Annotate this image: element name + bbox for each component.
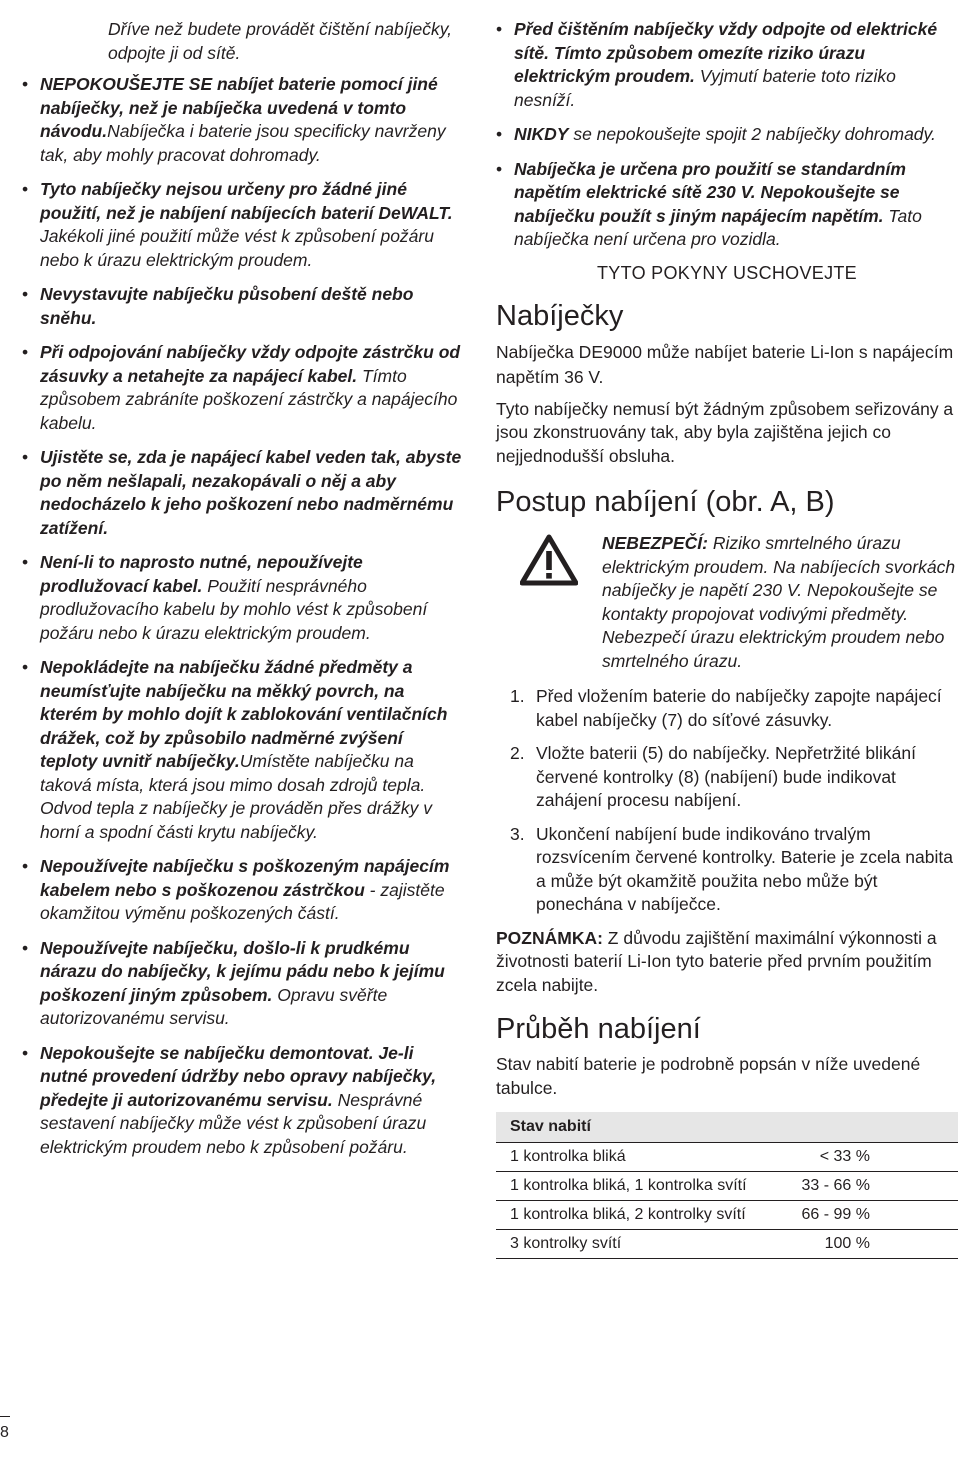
charging-step [496,742,958,813]
bullet-bold-text: Ujistěte se, zda je napájecí kabel veden tak, abyste po něm nešlapali, nezakopávali o něj a aby nedocházelo k jeho poškození nebo nadměrnému zatížení. [40,447,462,538]
bullet-bold-text: Tyto nabíječky nejsou určeny pro žádné jiné použití, než je nabíjení nabíjecích baterií DeWALT. [40,179,453,223]
safety-bullet-item [22,341,462,435]
safety-bullet-item [22,446,462,540]
bullet-bold-text: Není-li to naprosto nutné, nepoužívejte prodlužovací kabel. [40,552,363,596]
table-row [496,1201,958,1230]
safety-bullet-item [496,18,958,112]
charge-status-table [496,1112,958,1259]
note-text: Z důvodu zajištění maximální výkonnosti a životnosti baterií Li-Ion tyto baterie před prvním použitím zcela nabijte. [496,927,937,995]
keep-instructions-title: TYTO POKYNY USCHOVEJTE [597,262,857,283]
bullet-text: Použití nesprávného prodlužovacího kabelu by mohlo vést k způsobení požáru nebo k úrazu elektrickým proudem. [40,575,428,643]
bullet-bold-text: Při odpojování nabíječky vždy odpojte zástrčku od zásuvky a netahejte za napájecí kabel. [40,342,461,386]
bullet-text: se nepokoušejte spojit 2 nabíječky dohromady. [568,124,936,144]
safety-bullet-item [496,158,958,252]
charging-progress-heading: Průběh nabíjení [496,1013,701,1045]
bullet-bold-text: Nepoužívejte nabíječku s poškozeným napájecím kabelem nebo s poškozenou zástrčkou [40,856,450,900]
danger-label: NEBEZPEČÍ: [602,533,708,553]
status-label-cell: 3 kontrolky svítí [496,1230,777,1259]
note-label: POZNÁMKA: [496,927,603,948]
danger-text: Riziko smrtelného úrazu elektrickým proudem. Na nabíjecích svorkách nabíječky je napětí 230 V. Nepokoušejte se kontakty propojovat vodivými předměty. Nebezpečí úrazu elektrickým proudem nebo smrtelného úrazu. [602,533,956,671]
bullet-bold-text: Před čištěním nabíječky vždy odpojte od elektrické sítě. Tímto způsobem omezíte riziko úrazu elektrickým proudem. [514,19,938,86]
right-safety-list [496,18,958,252]
status-label-cell: 1 kontrolka bliká, 1 kontrolka svítí [496,1172,777,1201]
bullet-dot: • [22,447,29,467]
bullet-dot: • [22,179,29,199]
bullet-dot: • [22,74,29,94]
left-column [22,18,462,1170]
left-safety-list [22,73,462,1159]
safety-bullet-item [22,73,462,167]
bullet-dot: • [22,284,29,304]
bullet-dot: • [22,657,29,677]
bullet-bold-text: Nepoužívejte nabíječku, došlo-li k prudkému nárazu do nabíječky, k jejímu pádu nebo k jejímu poškození jiným způsobem. [40,937,445,1005]
charging-steps [496,685,958,917]
step-number: 2. [510,743,525,763]
right-column [496,18,958,1259]
warning-triangle-icon [520,534,578,586]
step-text: Před vložením baterie do nabíječky zapojte napájecí kabel nabíječky (7) do síťové zásuvky. [536,686,942,730]
bullet-dot: • [22,552,29,572]
footer-rule [0,1416,10,1417]
bullet-dot: • [496,158,503,179]
safety-bullet-item [22,855,462,926]
bullet-dot: • [22,856,29,876]
safety-bullet-item [22,656,462,844]
intro-text: Dříve než budete provádět čištění nabíječky, odpojte ji od sítě. [108,19,453,63]
bullet-dot: • [22,937,29,958]
bullet-dot: • [22,1042,29,1063]
table-row [496,1143,958,1172]
table-row [496,1172,958,1201]
charging-step [496,823,958,917]
safety-bullet-item [22,551,462,645]
bullet-bold-text: NEPOKOUŠEJTE SE nabíjet baterie pomocí jiné nabíječky, než je nabíječka uvedená v tomto návodu. [40,74,438,141]
bullet-text: Opravu svěřte autorizovanému servisu. [40,984,388,1028]
bullet-text: Vyjmutí baterie toto riziko nesníží. [514,66,896,110]
step-text: Vložte baterii (5) do nabíječky. Nepřetržité blikání červené kontrolky (8) (nabíjení) bude indikovat zahájení procesu nabíjení. [536,743,916,810]
bullet-dot: • [496,124,503,144]
chargers-paragraph-1: Nabíječka DE9000 může nabíjet baterie Li-Ion s napájecím napětím 36 V. [496,341,954,387]
bullet-bold-text: Nabíječka je určena pro použití se standardním napětím elektrické sítě 230 V. Nepokoušejte se nabíječku použít s jiným napájecím napětím. [514,158,906,226]
step-number: 1. [510,686,525,706]
note [496,927,958,998]
bullet-dot: • [496,19,503,39]
charging-step [496,685,958,732]
safety-bullet-item [22,178,462,272]
table-header: Stav nabití [496,1112,958,1143]
bullet-text: Jakékoli jiné použití může vést k způsobení požáru nebo k úrazu elektrickým proudem. [40,226,434,270]
bullet-text: Umístěte nabíječku na taková místa, která jsou mimo dosah zdrojů tepla. Odvod tepla z nabíječky je prováděn přes drážky v horní a spodní části krytu nabíječky. [40,751,433,842]
status-value-cell: 33 - 66 % [777,1172,958,1201]
page-number: 8 [0,1424,9,1441]
chargers-paragraph-2: Tyto nabíječky nemusí být žádným způsobem seřizovány a jsou zkonstruovány tak, aby byla zajištěna jejich co nejjednodušší obsluha. [496,398,954,466]
bullet-bold-text: Nepokládejte na nabíječku žádné předměty a neumísťujte nabíječku na měkký povrch, na kterém by mohlo dojít k zablokování ventilačních drážek, což by způsobilo nadměrné zvýšení teploty uvnitř nabíječky. [40,657,448,771]
status-value-cell: 66 - 99 % [777,1201,958,1230]
safety-bullet-item [22,1042,462,1160]
bullet-text: Nabíječka i baterie jsou specificky navrženy tak, aby mohly pracovat dohromady. [40,121,446,165]
safety-bullet-item [22,937,462,1031]
status-label-cell: 1 kontrolka bliká, 2 kontrolky svítí [496,1201,777,1230]
safety-bullet-item [22,283,462,330]
step-number: 3. [510,823,525,844]
status-value-cell: 100 % [777,1230,958,1259]
bullet-bold-text: Nevystavujte nabíječku působení deště nebo sněhu. [40,284,414,328]
bullet-dot: • [22,342,29,362]
status-value-cell: < 33 % [777,1143,958,1172]
bullet-text: Tato nabíječka není určena pro vozidla. [514,205,922,249]
danger-warning [496,532,958,673]
bullet-bold-text: NIKDY [514,124,569,144]
bullet-text: Tímto způsobem zabráníte poškození zástrčky a napájecího kabelu. [40,365,458,433]
progress-paragraph: Stav nabití baterie je podrobně popsán v níže uvedené tabulce. [496,1054,921,1098]
bullet-bold-text: Nepokoušejte se nabíječku demontovat. Je-li nutné provedení údržby nebo opravy nabíječky, předejte ji autorizovanému servisu. [40,1042,437,1110]
status-label-cell: 1 kontrolka bliká [496,1143,777,1172]
bullet-text: Nesprávné sestavení nabíječky může vést k způsobení úrazu elektrickým proudem nebo k způsobení požáru. [40,1089,427,1157]
bullet-text: - zajistěte okamžitou výměnu poškozených částí. [40,879,445,923]
step-text: Ukončení nabíjení bude indikováno trvalým rozsvícením červené kontrolky. Baterie je zcela nabita a může být okamžitě použita nebo může být ponechána v nabíječce. [536,823,953,914]
charging-procedure-heading: Postup nabíjení (obr. A, B) [496,486,835,518]
safety-bullet-item [496,123,958,147]
table-row [496,1230,958,1259]
chargers-heading: Nabíječky [496,299,624,332]
